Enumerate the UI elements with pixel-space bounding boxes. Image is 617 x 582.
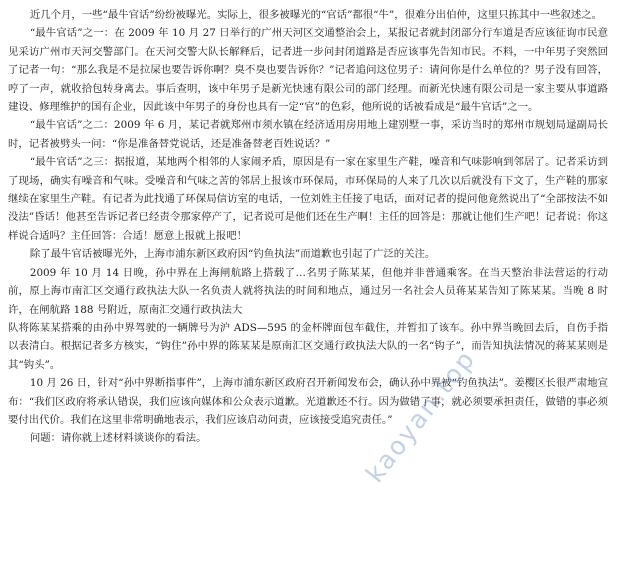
- paragraph-transition: 除了最牛官话被曝光外，上海市浦东新区政府因“钓鱼执法”而道歉也引起了广泛的关注。: [29, 248, 436, 261]
- paragraph-official-quote-1: “最牛官话”之一：在 2009 年 10 月 27 日举行的广州天河区交通整治会上，某报记者就封闭部分行车道是否应该征询市民意见采访广州市天河交警部门。在天河交警大队长解释后，记者进一步问封闭道路是否应该事先告知市民。不料，一中年男子突然回了记者一句：“那么我是不是拉屎也要告诉你啊？臭不臭也要告诉你？”记者追问这位男子：请问你是什么单位的？男子没有回答，哼了一声，就收拾包转身离去。事后查明，该中年男子是新光快速有限公司的部门经理。而新光快速有限公司是一家主要从事道路建设、修理维护的国有企业，因此该中年男子的身份也具有一定“官”的色彩，他所说的话被看成是“最牛官话”之一。: [8, 27, 608, 114]
- paragraph-incident-continued: 队将陈某某搭乘的由孙中界驾驶的一辆牌号为沪 ADS—595 的金杯牌面包车截住，并暂扣了该车。孙中界当晚回去后，自伤手指以表清白。根据记者多方核实，“钩住”孙中界的陈某某是原南汇区交通行政执法大队的一名“钩子”，而告知执法情况的蒋某某则是其“钩头”。: [8, 321, 608, 371]
- paragraph-intro: 近几个月，一些“最牛官话”纷纷被曝光。实际上，很多被曝光的“官话”都很“牛”，很难分出伯仲，这里只拣其中一些叙述之。: [29, 9, 603, 21]
- paragraph-official-quote-2: “最牛官话”之二：2009 年 6 月，某记者就郑州市须水镇在经济适用房用地上建别墅一事，采访当时的郑州市规划局逯副局长时，记者被劈头一问：“你是准备替党说话，还是准备替老百姓说话？”: [8, 119, 608, 150]
- paragraph-official-quote-3: “最牛官话”之三：据报道，某地两个相邻的人家闹矛盾，原因是有一家在家里生产鞋，噪音和气味影响到邻居了。记者采访到了现场，确实有噪音和气味。受噪音和气味之苦的邻居上报该市环保局，市环保局的人来了几次以后就没有下文了，生产鞋的那家继续在家里生产鞋。有记者为此找通了环保局信访室的电话，一位刘姓主任接了电话，面对记者的提问他竟然说出了“全部按法不如没法”昏话！他甚至告诉记者已经责令那家停产了，记者说可是他们还在生产啊！主任的回答是：那就让他们生产吧！记者说：你这样说合适吗？主任回答：合适！愿意上报就上报吧！: [8, 156, 608, 242]
- paragraph-incident: 2009 年 10 月 14 日晚，孙中界在上海闸航路上搭载了…名男子陈某某，但他并非普通乘客。在当天整治非法营运的行动前，原上海市南汇区交通行政执法大队一名负责人就将执法的时间和地点，通过另一名社会人员蒋某某告知了陈某某。当晚 8 时许，在闸航路 188 号附近，原南汇交通行政执法大: [8, 266, 608, 316]
- watermark: kaoyan.top: [360, 344, 482, 488]
- paragraph-apology: 10 月 26 日，针对“孙中界断指事件”，上海市浦东新区政府召开新闻发布会，确认孙中界被“钓鱼执法”。姜樱区长很严肃地宣布：“我们区政府将承认错误，我们应该向媒体和公众表示道歉。光道歉还不行。因为做错了事，就必须要承担责任，做错的事必须要付出代价。我们在这里非常明确地表示，我们应该启动问责，应该接受追究责任。”: [8, 377, 608, 426]
- paragraph-question: 问题：请你就上述材料谈谈你的看法。: [29, 432, 207, 445]
- document-body: [8, 6, 608, 448]
